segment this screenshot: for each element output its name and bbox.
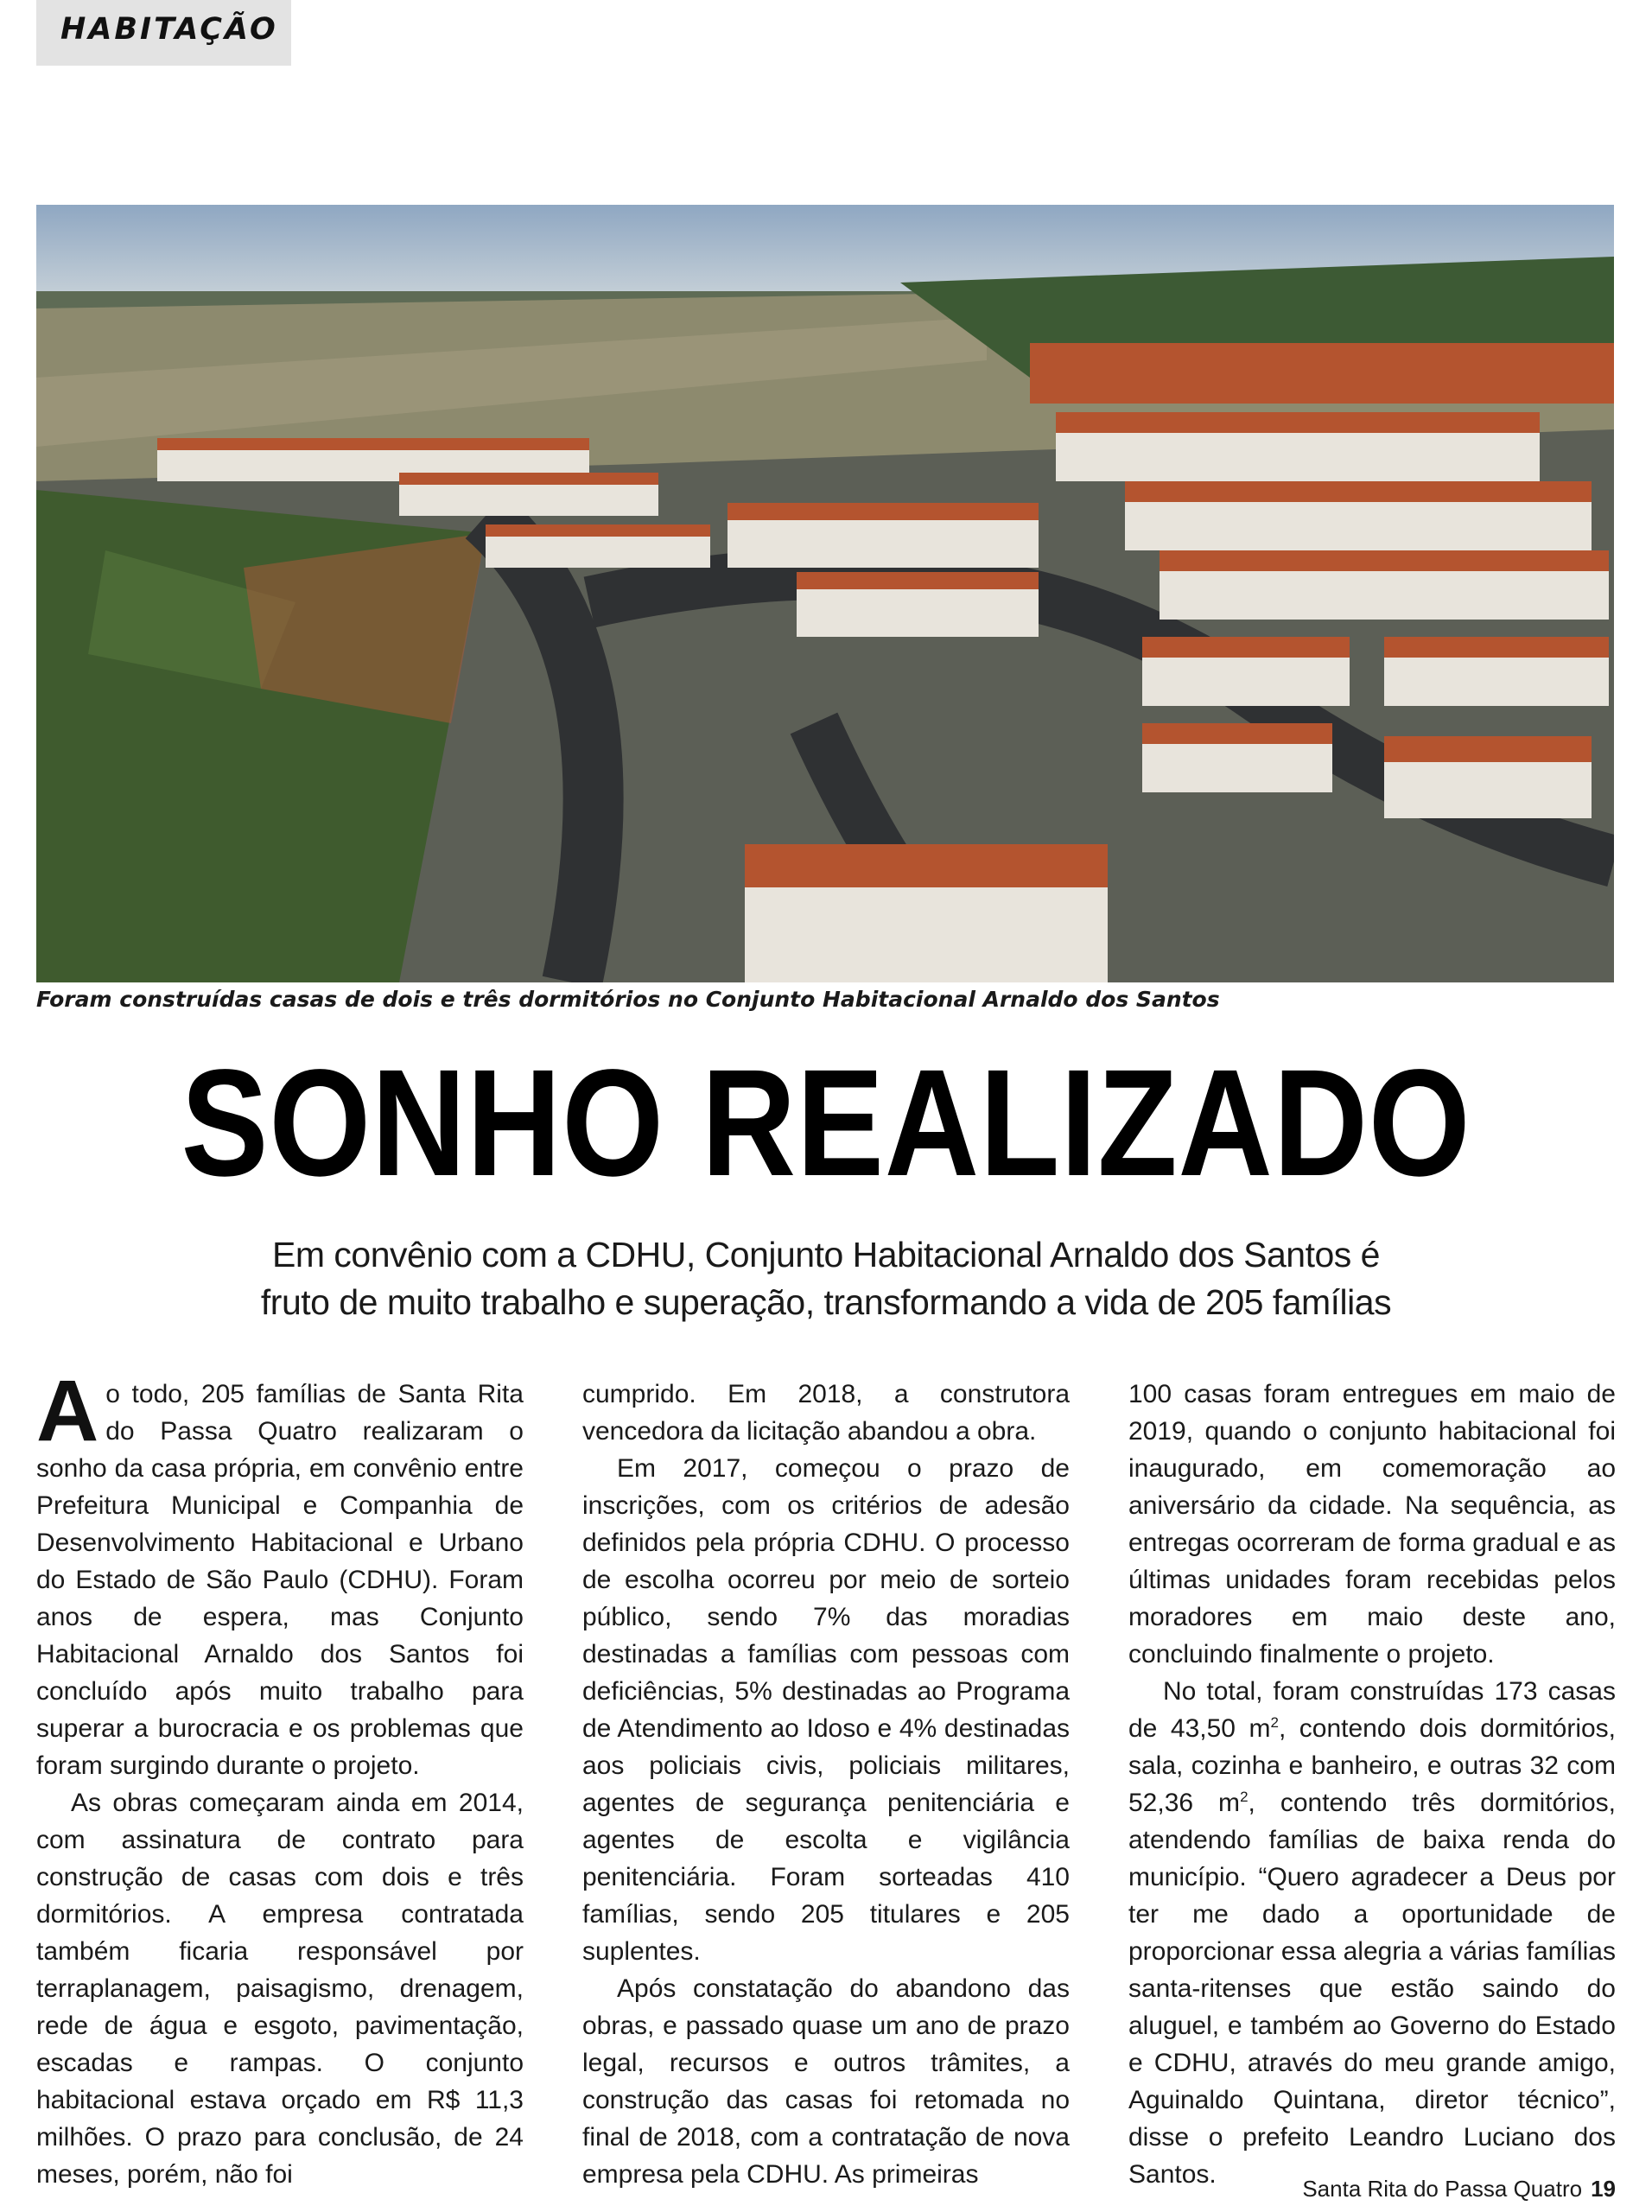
section-tag-label: HABITAÇÃO [60, 12, 278, 47]
paragraph-4: Em 2017, começou o prazo de inscrições, com os critérios de adesão definidos pela própria CDHU. O processo de escolha ocorreu por meio de sorteio público, sendo 7% das moradias destinadas a famílias com pessoas com deficiências, 5% destinadas ao Programa de Atendimento ao Idoso e 4% destinadas aos policiais civis, policiais militares, agentes de segurança penitenciária e agentes de escolta e vigilância penitenciária. Foram sorteadas 410 famílias, sendo 205 titulares e 205 suplentes. [582, 1454, 1070, 1966]
paragraph-7-part-a: No total, foram construídas 173 casas de 43,50 m [1128, 1677, 1616, 1743]
subhead-line-2: fruto de muito trabalho e superação, transformando a vida de 205 famílias [260, 1282, 1392, 1322]
superscript-2: 2 [1240, 1789, 1249, 1805]
article-column-3 [1128, 1376, 1616, 2193]
page-number: 19 [1591, 2176, 1616, 2202]
paragraph-3: cumprido. Em 2018, a construtora vencedora da licitação abandou a obra. [582, 1380, 1070, 1446]
subhead-line-1: Em convênio com a CDHU, Conjunto Habitacional Arnaldo dos Santos é [272, 1235, 1380, 1274]
aerial-housing-illustration [36, 205, 1614, 982]
page-footer [1302, 2176, 1616, 2202]
aerial-housing-photo [36, 205, 1614, 982]
superscript-1: 2 [1270, 1714, 1279, 1731]
photo-caption: Foram construídas casas de dois e três dormitórios no Conjunto Habitacional Arnaldo dos Santos [36, 987, 1220, 1012]
paragraph-1-text: o todo, 205 famílias de Santa Rita do Passa Quatro realizaram o sonho da casa própria, em convênio entre Prefeitura Municipal e Companhia de Desenvolvimento Habitacional e Urbano do Estado de São Paulo (CDHU). Foram anos de espera, mas Conjunto Habitacional Arnaldo dos Santos foi concluído após muito trabalho para superar a burocracia e os problemas que foram surgindo durante o projeto. [36, 1380, 524, 1780]
subheadline [173, 1231, 1479, 1326]
paragraph-2: As obras começaram ainda em 2014, com assinatura de contrato para construção de casas com dois e três dormitórios. A empresa contratada também ficaria responsável por terraplanagem, paisagismo, drenagem, rede de água e esgoto, pavimentação, escadas e rampas. O conjunto habitacional estava orçado em R$ 11,3 milhões. O prazo para conclusão, de 24 meses, porém, não foi [36, 1789, 524, 2189]
paragraph-7 [1128, 1673, 1616, 2193]
article-column-2 [582, 1376, 1070, 2193]
article-column-1 [36, 1363, 524, 2193]
publication-name: Santa Rita do Passa Quatro [1302, 2176, 1583, 2202]
headline: SONHO REALIZADO [181, 1039, 1471, 1208]
paragraph-5: Após constatação do abandono das obras, e passado quase um ano de prazo legal, recursos e outros trâmites, a construção das casas foi retomada no final de 2018, com a contratação de nova empresa pela CDHU. As primeiras [582, 1974, 1070, 2189]
section-tag [36, 0, 291, 66]
paragraph-6: 100 casas foram entregues em maio de 2019, quando o conjunto habitacional foi inaugurado, em comemoração ao aniversário da cidade. Na sequência, as entregas ocorreram de forma gradual e as últimas unidades foram recebidas pelos moradores em maio deste ano, concluindo finalmente o projeto. [1128, 1380, 1616, 1669]
drop-cap: A [36, 1363, 99, 1459]
paragraph-7-part-c: , contendo três dormitórios, atendendo famílias de baixa renda do município. “Quero agradecer a Deus por ter me dado a oportunidade de proporcionar essa alegria a várias famílias santa-ritenses que estão saindo do aluguel, e também ao Governo do Estado e CDHU, através do meu grande amigo, Aguinaldo Quintana, diretor técnico”, disse o prefeito Leandro Luciano dos Santos. [1128, 1789, 1616, 2189]
paragraph-7-part-b: , contendo dois dormitórios, sala, cozinha e banheiro, e outras 32 com 52,36 m [1128, 1714, 1616, 1817]
paragraph-1 [36, 1363, 524, 1784]
